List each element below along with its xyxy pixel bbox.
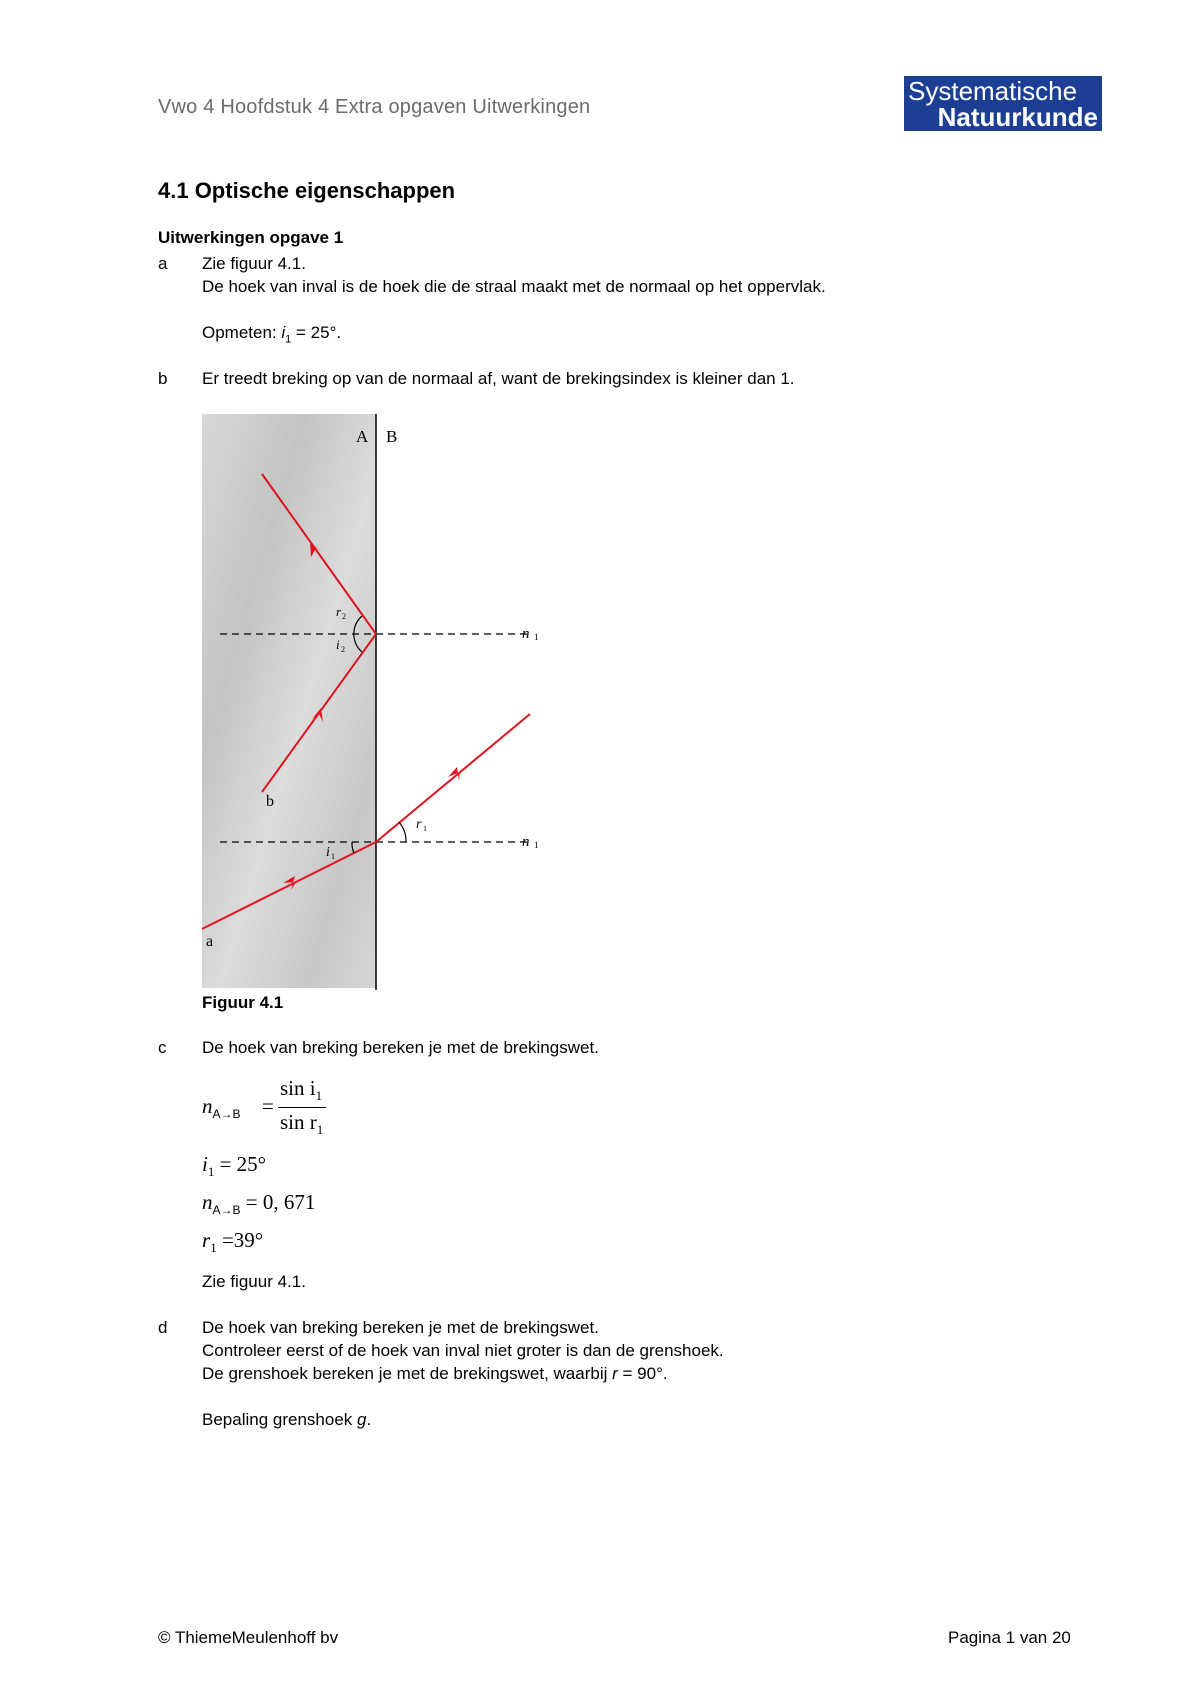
label-ray-b: b xyxy=(266,793,274,810)
eq-denominator xyxy=(280,1110,323,1138)
d-line4-post: . xyxy=(366,1410,372,1429)
measure-prefix: Opmeten: xyxy=(202,323,282,342)
eq-r1-val: =39° xyxy=(216,1228,264,1252)
label-i1: i xyxy=(326,845,330,860)
eq-equals: = xyxy=(262,1094,274,1118)
item-a-line-1: Zie figuur 4.1. xyxy=(202,254,306,273)
figure-refraction-diagram xyxy=(200,412,560,990)
eq-n-var: n xyxy=(202,1094,213,1118)
eq-r1 xyxy=(202,1228,263,1256)
medium-a-region xyxy=(202,414,376,988)
measure-rest: = 25°. xyxy=(291,323,342,342)
eq-den-sub: 1 xyxy=(316,1122,324,1138)
eq-den-text: sin r xyxy=(280,1110,317,1134)
angle-arc-r1 xyxy=(399,822,406,842)
label-i2-sub: 2 xyxy=(341,645,345,654)
eq-n-sub: A→B xyxy=(212,1107,241,1122)
label-medium-b: B xyxy=(386,427,398,446)
footer-copyright: © ThiemeMeulenhoff bv xyxy=(158,1628,339,1647)
eq-i1-sub: 1 xyxy=(207,1164,215,1180)
figure-caption: Figuur 4.1 xyxy=(202,993,284,1012)
eq-n-lhs xyxy=(202,1094,241,1121)
eq-fraction-bar xyxy=(278,1107,326,1108)
d-line3-pre: De grenshoek bereken je met de brekingswet, waarbij xyxy=(202,1364,613,1383)
eq-num-sub: 1 xyxy=(315,1088,323,1104)
item-d-line-4 xyxy=(202,1408,371,1431)
eq-i1-var: i xyxy=(202,1152,208,1176)
footer-page-number: Pagina 1 van 20 xyxy=(948,1628,1071,1647)
label-i2: i xyxy=(336,637,340,652)
item-d-line-2: Controleer eerst of de hoek van inval niet groter is dan de grenshoek. xyxy=(202,1341,724,1360)
label-r1-sub: 1 xyxy=(423,824,427,833)
item-a-line-2: De hoek van inval is de hoek die de straal maakt met de normaal op het oppervlak. xyxy=(202,277,826,296)
item-a-label: a xyxy=(158,254,168,273)
eq-i1-val: = 25° xyxy=(214,1152,267,1176)
arrow-ray-a-refracted xyxy=(448,767,460,781)
label-medium-a: A xyxy=(356,427,369,446)
item-d-line-1: De hoek van breking bereken je met de brekingswet. xyxy=(202,1318,599,1337)
logo-line-2: Natuurkunde xyxy=(937,102,1098,132)
measure-var: i xyxy=(281,323,286,342)
logo-line-1: Systematische xyxy=(908,76,1078,106)
d-line3-post: = 90°. xyxy=(617,1364,668,1383)
item-c-label: c xyxy=(158,1038,167,1057)
measure-sub: 1 xyxy=(285,333,292,346)
page-header-title: Vwo 4 Hoofdstuk 4 Extra opgaven Uitwerkingen xyxy=(158,96,591,118)
item-a-measure xyxy=(202,321,341,351)
label-normal-lower: n xyxy=(522,834,530,850)
label-r2-sub: 2 xyxy=(342,612,346,621)
d-line3-var: r xyxy=(612,1364,618,1383)
label-normal-upper: n xyxy=(522,626,530,642)
item-d-line-3 xyxy=(202,1362,668,1385)
label-r1: r xyxy=(416,817,422,832)
eq-n2-sub: A→B xyxy=(212,1203,241,1218)
eq-r1-sub: 1 xyxy=(210,1240,217,1256)
eq-n2-var: n xyxy=(202,1190,213,1214)
publisher-logo xyxy=(904,76,1102,131)
item-c-line-1: De hoek van breking bereken je met de brekingswet. xyxy=(202,1038,599,1057)
eq-n2-val: = 0, 671 xyxy=(240,1190,316,1214)
eq-num-text: sin i xyxy=(280,1076,316,1100)
d-line4-pre: Bepaling grenshoek xyxy=(202,1410,358,1429)
eq-i1 xyxy=(202,1152,266,1180)
label-ray-a: a xyxy=(206,933,214,950)
label-r2: r xyxy=(336,604,342,619)
label-i1-sub: 1 xyxy=(331,852,335,861)
item-b-line-1: Er treedt breking op van de normaal af, want de brekingsindex is kleiner dan 1. xyxy=(202,369,795,388)
eq-numerator xyxy=(280,1076,322,1104)
exercise-title: Uitwerkingen opgave 1 xyxy=(158,228,344,247)
label-normal-upper-sub: 1 xyxy=(534,632,539,642)
item-d-label: d xyxy=(158,1318,168,1337)
item-c-line-after: Zie figuur 4.1. xyxy=(202,1272,306,1291)
eq-r1-var: r xyxy=(202,1228,211,1252)
section-title: 4.1 Optische eigenschappen xyxy=(158,178,456,203)
eq-n-value xyxy=(202,1190,315,1217)
d-line4-var: g xyxy=(357,1410,367,1429)
item-b-label: b xyxy=(158,369,168,388)
label-normal-lower-sub: 1 xyxy=(534,840,539,850)
